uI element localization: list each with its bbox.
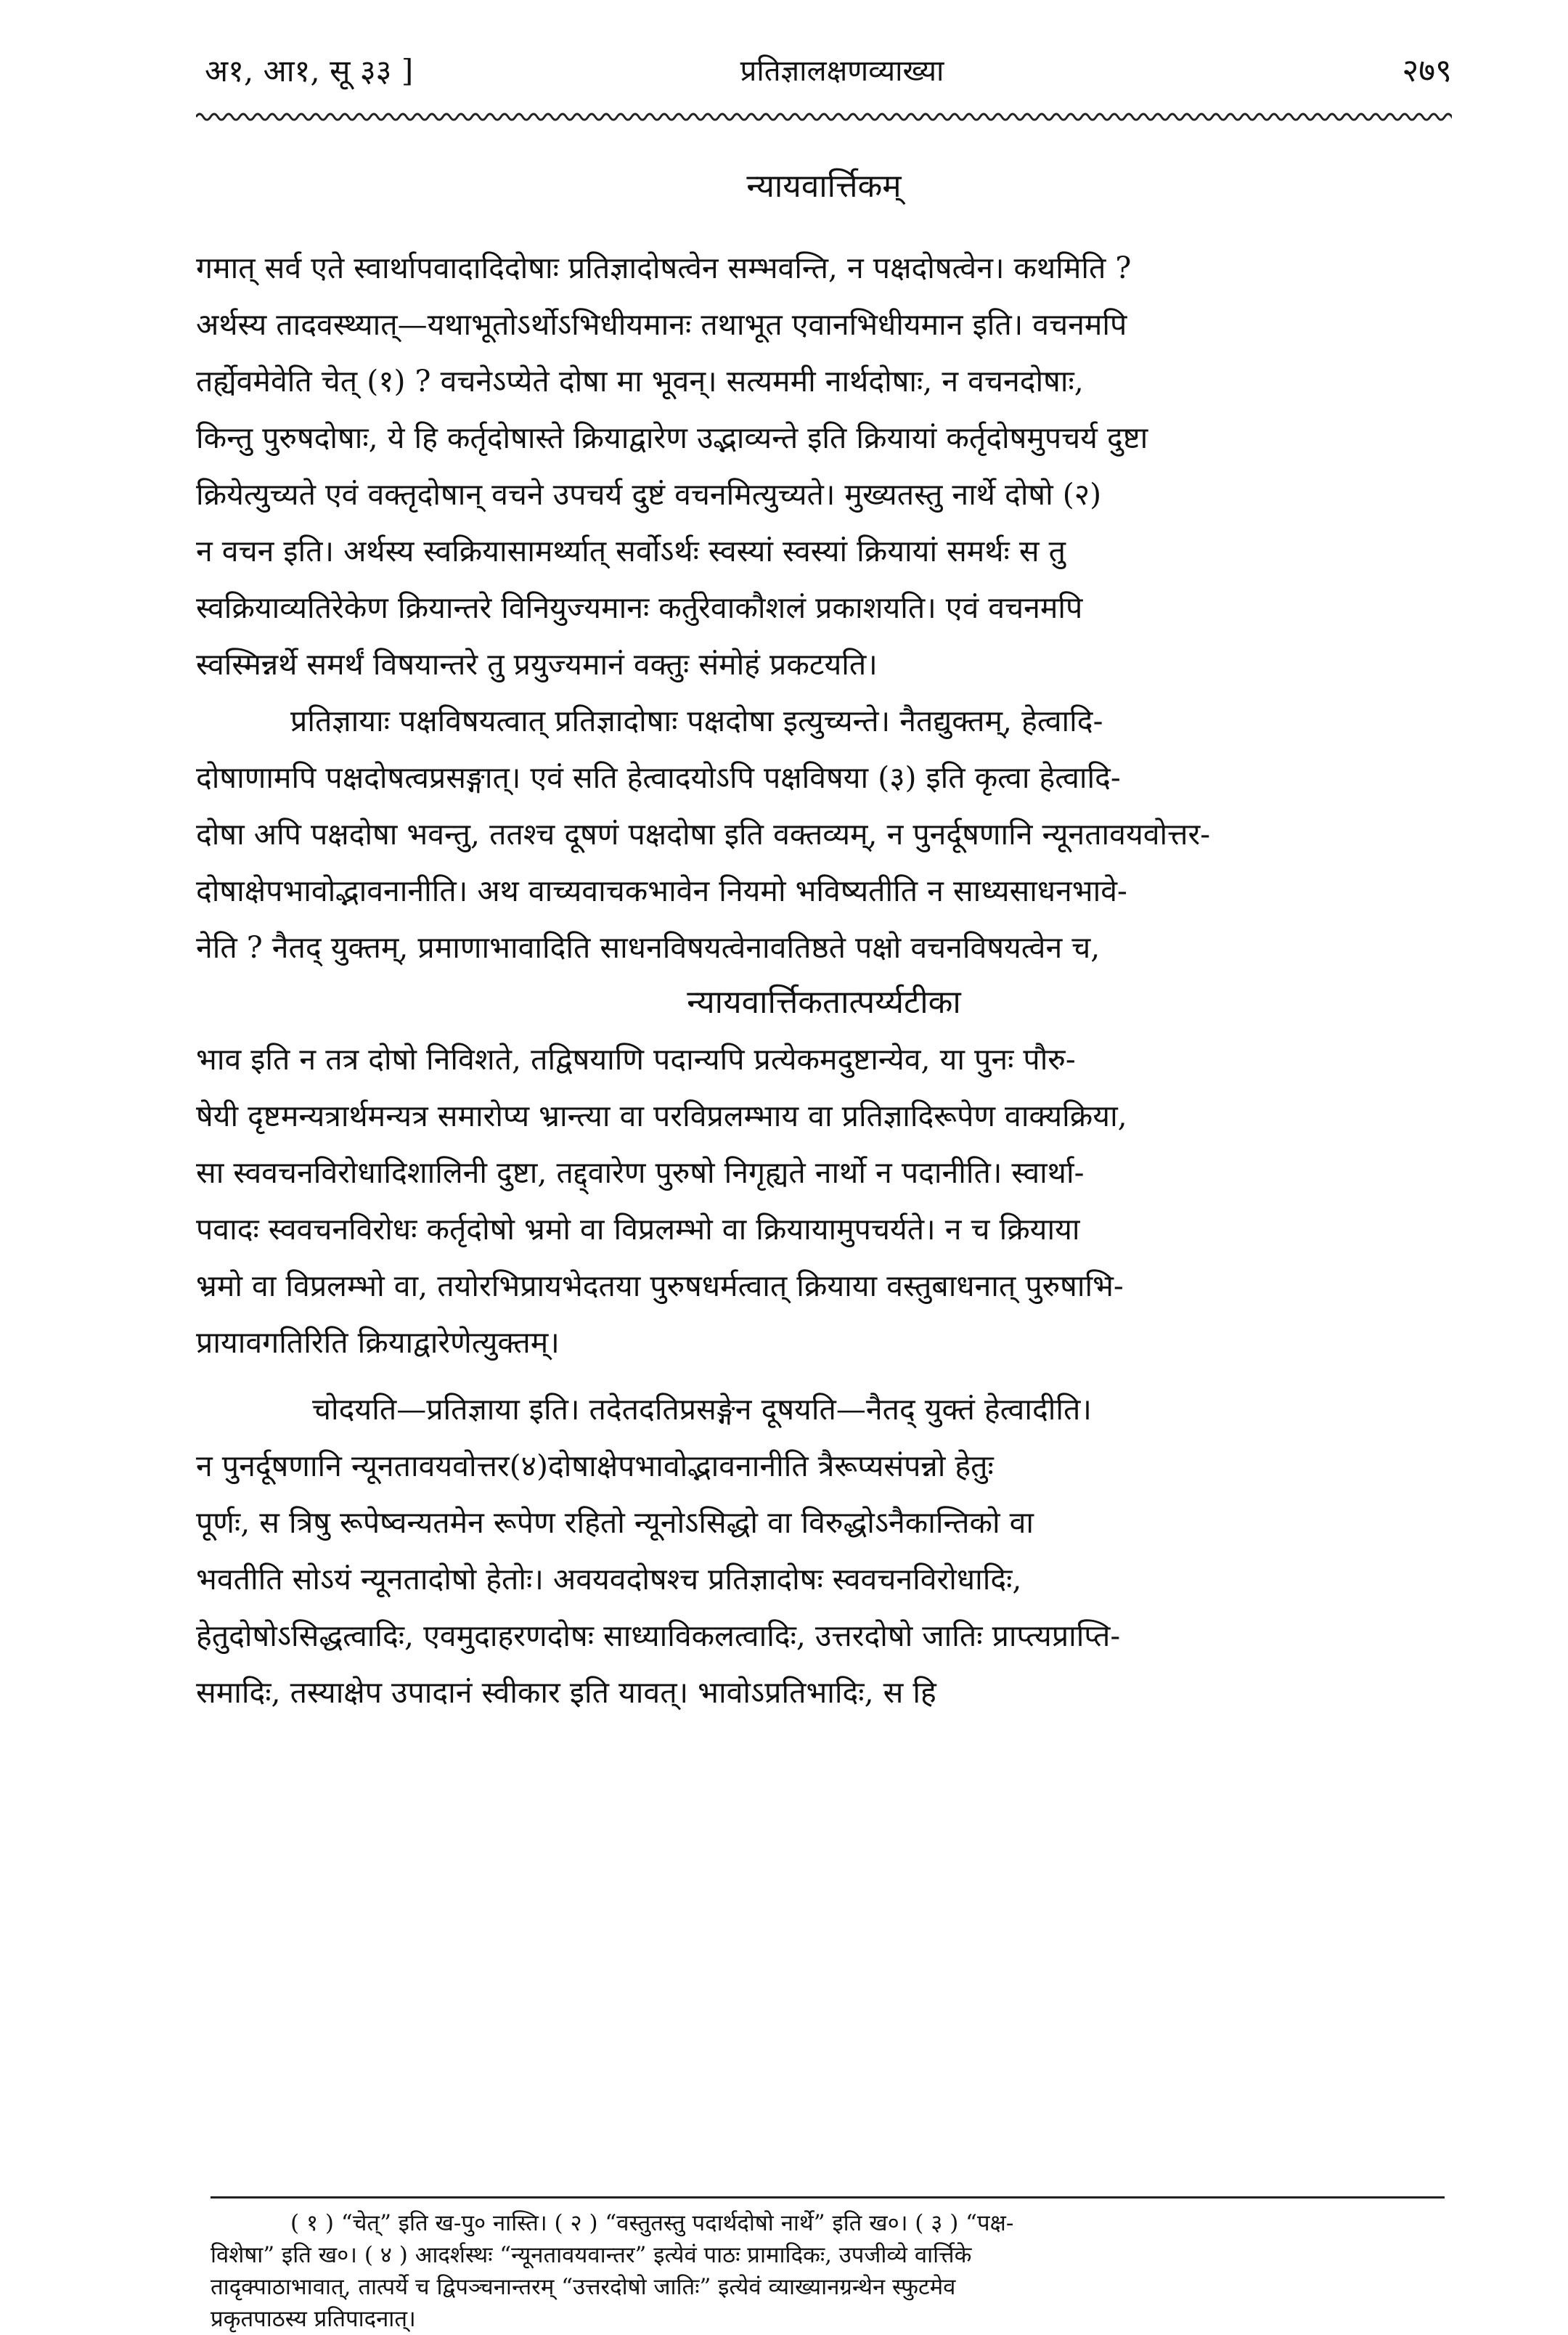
tika-line: सा स्ववचनविरोधादिशालिनी दुष्टा, तद्द्वारेण पुरुषो निगृह्यते नार्थो न पदानीति। स्वार्था- <box>196 1155 1085 1190</box>
vartika-line: गमात् सर्व एते स्वार्थापवादादिदोषाः प्रतिज्ञादोषत्वेन सम्भवन्ति, न पक्षदोषत्वेन। कथमिति ? <box>196 250 1132 285</box>
tika-line: प्रायावगतिरिति क्रियाद्वारेणेत्युक्तम्। <box>196 1325 560 1360</box>
running-head-title: प्रतिज्ञालक्षणव्याख्या <box>740 54 944 88</box>
tika-line: षेयी दृष्टमन्यत्रार्थमन्यत्र समारोप्य भ्रान्त्या वा परविप्रलम्भाय वा प्रतिज्ञादिरूपेण वाक्यक्रिया, <box>196 1099 1127 1133</box>
wavy-header-rule <box>196 109 1452 125</box>
footnote-line: तादृक्पाठाभावात्, तात्पर्ये च द्विपञ्चनान्तरम् “उत्तरदोषो जातिः” इत्येवं व्याख्यानग्रन्थेन स्फुटमेव <box>211 2274 956 2300</box>
tika-section-title: न्यायवार्त्तिकतात्पर्य्यटीका <box>687 984 961 1021</box>
vartika-line: दोषा अपि पक्षदोषा भवन्तु, ततश्च दूषणं पक्षदोषा इति वक्तव्यम्, न पुनर्दूषणानि न्यूनतावयवोत्तर- <box>196 817 1211 852</box>
running-head-reference: अ१, आ१, सू ३३ ] <box>205 53 414 89</box>
vartika-line: अर्थस्य तादवस्थ्यात्—यथाभूतोऽर्थोऽभिधीयमानः तथाभूत एवानभिधीयमान इति। वचनमपि <box>196 307 1127 342</box>
vartika-line: प्रतिज्ञायाः पक्षविषयत्वात् प्रतिज्ञादोषाः पक्षदोषा इत्युच्यन्ते। नैतद्युक्तम्, हेत्वादि- <box>290 704 1103 738</box>
footnotes-block <box>211 2207 1445 2335</box>
vartika-line: तर्ह्येवमेवेति चेत् (१) ? वचनेऽप्येते दोषा मा भूवन्। सत्यममी नार्थदोषाः, न वचनदोषाः, <box>196 364 1084 399</box>
tika-line: भाव इति न तत्र दोषो निविशते, तद्विषयाणि पदान्यपि प्रत्येकमदुष्टान्येव, या पुनः पौरु- <box>196 1042 1076 1077</box>
vartika-line: दोषाक्षेपभावोद्भावनानीति। अथ वाच्यवाचकभावेन नियमो भविष्यतीति न साध्यसाधनभावे- <box>196 873 1127 908</box>
tika-line: भवतीति सोऽयं न्यूनतादोषो हेतोः। अवयवदोषश्च प्रतिज्ञादोषः स्ववचनविरोधादिः, <box>196 1562 1022 1597</box>
tika-line: पूर्णः, स त्रिषु रूपेष्वन्यतमेन रूपेण रहितो न्यूनोऽसिद्धो वा विरुद्धोऽनैकान्तिको वा <box>196 1505 1034 1540</box>
vartika-section-title: न्यायवार्त्तिकम् <box>746 168 902 205</box>
footnote-line: विशेषा” इति ख०। ( ४ ) आदर्शस्थः “न्यूनतावयवान्तर” इत्येवं पाठः प्रामादिकः, उपजीव्ये वार्त्तिके <box>211 2242 972 2268</box>
vartika-line: न वचन इति। अर्थस्य स्वक्रियासामर्थ्यात् सर्वोऽर्थः स्वस्यां स्वस्यां क्रियायां समर्थः स तु <box>196 534 1066 569</box>
page-number: २७९ <box>1402 52 1452 89</box>
tika-line: हेतुदोषोऽसिद्धत्वादिः, एवमुदाहरणदोषः साध्याविकलत्वादिः, उत्तरदोषो जातिः प्राप्त्यप्राप्ति- <box>196 1618 1121 1653</box>
vartika-line: किन्तु पुरुषदोषाः, ये हि कर्तृदोषास्ते क्रियाद्वारेण उद्भाव्यन्ते इति क्रियायां कर्तृदोषमुपचर्य दुष्टा <box>196 420 1148 455</box>
tika-line: भ्रमो वा विप्रलम्भो वा, तयोरभिप्रायभेदतया पुरुषधर्मत्वात् क्रियाया वस्तुबाधनात् पुरुषाभि- <box>196 1268 1124 1303</box>
tika-line: पवादः स्ववचनविरोधः कर्तृदोषो भ्रमो वा विप्रलम्भो वा क्रियायामुपचर्यते। न च क्रियाया <box>196 1212 1080 1247</box>
footnote-line: प्रकृतपाठस्य प्रतिपादनात्। <box>211 2306 416 2332</box>
footnote-rule <box>211 2196 1445 2199</box>
tika-text-block <box>196 1031 1452 1721</box>
vartika-text-block <box>196 240 1452 976</box>
vartika-line: दोषाणामपि पक्षदोषत्वप्रसङ्गात्। एवं सति हेत्वादयोऽपि पक्षविषया (३) इति कृत्वा हेत्वादि- <box>196 760 1121 795</box>
vartika-line: क्रियेत्युच्यते एवं वक्तृदोषान् वचने उपचर्य दुष्टं वचनमित्युच्यते। मुख्यतस्तु नार्थे दोषो (२) <box>196 477 1102 512</box>
tika-line: समादिः, तस्याक्षेप उपादानं स्वीकार इति यावत्। भावोऽप्रतिभादिः, स हि <box>196 1675 936 1710</box>
vartika-line: नेति ? नैतद् युक्तम्, प्रमाणाभावादिति साधनविषयत्वेनावतिष्ठते पक्षो वचनविषयत्वेन च, <box>196 930 1101 965</box>
footnote-line: ( १ ) “चेत्” इति ख-पु० नास्ति। ( २ ) “वस्तुतस्तु पदार्थदोषो नार्थे” इति ख०। ( ३ ) “पक्ष- <box>290 2210 1014 2236</box>
vartika-line: स्वक्रियाव्यतिरेकेण क्रियान्तरे विनियुज्यमानः कर्तुरेवाकौशलं प्रकाशयति। एवं वचनमपि <box>196 590 1083 625</box>
tika-line: चोदयति—प्रतिज्ञाया इति। तदेतदतिप्रसङ्गेन दूषयति—नैतद् युक्तं हेत्वादीति। <box>312 1392 1092 1427</box>
tika-line: न पुनर्दूषणानि न्यूनतावयवोत्तर(४)दोषाक्षेपभावोद्भावनानीति त्रैरूप्यसंपन्नो हेतुः <box>196 1448 994 1483</box>
vartika-line: स्वस्मिन्नर्थे समर्थं विषयान्तरे तु प्रयुज्यमानं वक्तुः संमोहं प्रकटयति। <box>196 647 878 682</box>
